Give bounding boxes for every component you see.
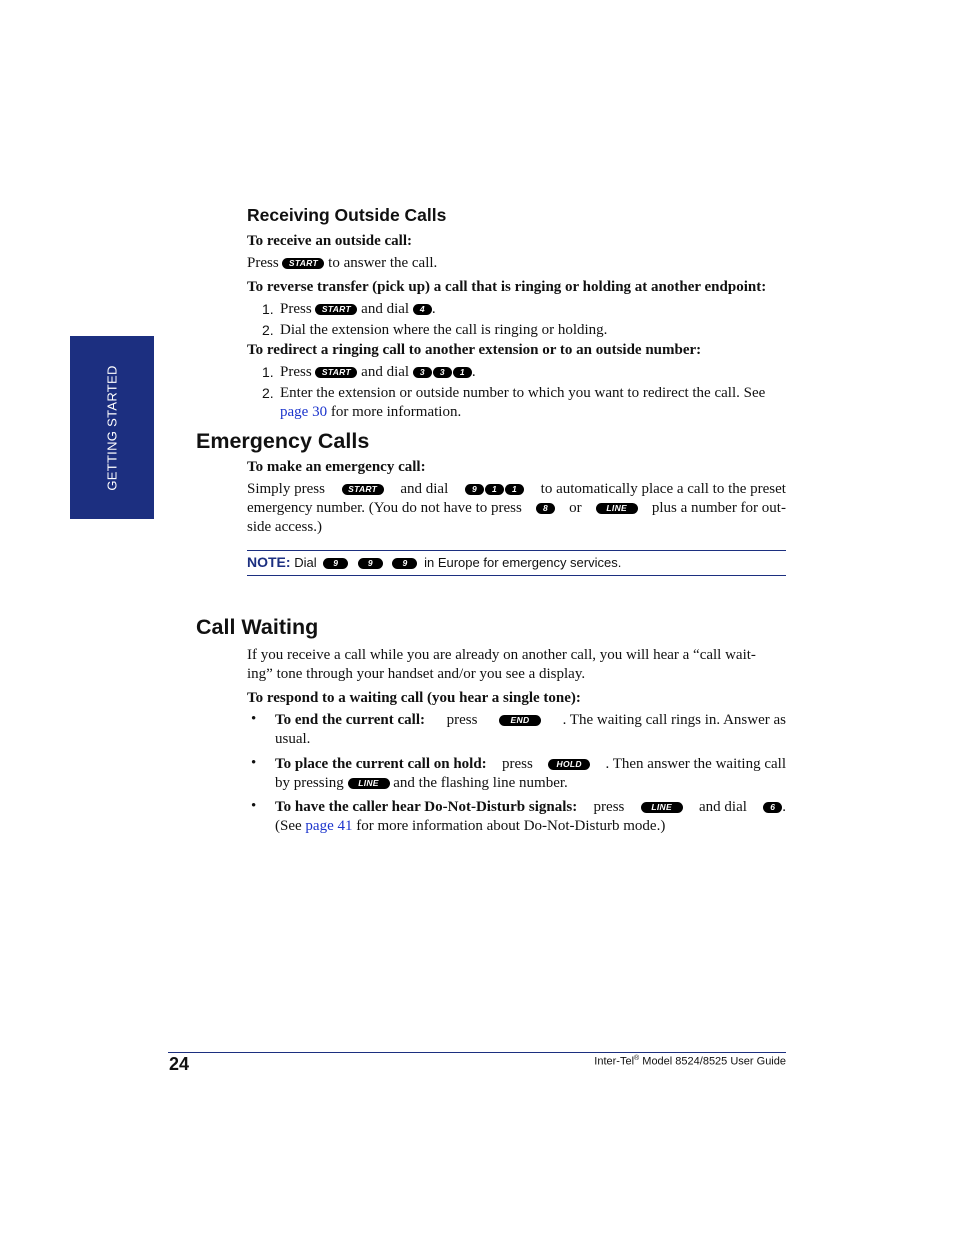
- bullet: •: [251, 755, 257, 771]
- side-tab: [70, 336, 154, 519]
- reverse-transfer-step-2: Dial the extension where the call is ringing or holding.: [280, 322, 608, 338]
- start-key-icon: START: [315, 367, 357, 378]
- note-label: NOTE:: [247, 554, 291, 570]
- subheading-emergency: To make an emergency call:: [247, 459, 426, 475]
- section-title-receiving: Receiving Outside Calls: [247, 205, 447, 225]
- digit-9-key-icon: 9: [392, 558, 417, 569]
- redirect-step-1: Press START and dial 3 3 1 .: [280, 364, 476, 380]
- page-number: 24: [169, 1054, 190, 1074]
- step-number: 2.: [262, 385, 274, 401]
- subheading-receive: To receive an outside call:: [247, 233, 412, 249]
- start-key-icon: START: [315, 304, 357, 315]
- digit-1-key-icon: 1: [453, 367, 472, 378]
- digit-9-key-icon: 9: [358, 558, 383, 569]
- reverse-transfer-step-1: Press START and dial 4 .: [280, 301, 436, 317]
- bullet-end-call: To end the current call: press END . The waiting call rings in. Answer as usual.: [275, 712, 786, 747]
- digit-3-key-icon: 3: [433, 367, 452, 378]
- digit-9-key-icon: 9: [323, 558, 348, 569]
- emergency-paragraph: Simply press START and dial 9 1 1 to automatically place a call to the preset emergency number. (You do not have to press 8 or LINE plus a number for out- side access.): [247, 481, 786, 535]
- line-key-icon: LINE: [641, 802, 683, 813]
- receive-instruction: Press START to answer the call.: [247, 255, 438, 271]
- bullet-hold-call: To place the current call on hold: press HOLD . Then answer the waiting call by pressing LINE and the flashing line number.: [275, 756, 786, 791]
- footer-guide-title: Inter-Tel® Model 8524/8525 User Guide: [594, 1055, 786, 1068]
- side-tab-label: GETTING STARTED: [104, 364, 120, 491]
- redirect-step-2: Enter the extension or outside number to which you want to redirect the call. See page 30 for more information.: [280, 385, 766, 420]
- end-key-icon: END: [499, 715, 541, 726]
- bullet: •: [251, 711, 257, 727]
- digit-3-key-icon: 3: [413, 367, 432, 378]
- bullet: •: [251, 798, 257, 814]
- digit-1-key-icon: 1: [505, 484, 524, 495]
- digit-6-key-icon: 6: [763, 802, 782, 813]
- start-key-icon: START: [342, 484, 384, 495]
- start-key-icon: START: [282, 258, 324, 269]
- step-number: 1.: [262, 301, 274, 317]
- subheading-call-waiting: To respond to a waiting call (you hear a single tone):: [247, 690, 581, 706]
- step-number: 1.: [262, 364, 274, 380]
- line-key-icon: LINE: [596, 503, 638, 514]
- page-30-link[interactable]: page 30: [280, 404, 328, 420]
- step-number: 2.: [262, 322, 274, 338]
- digit-4-key-icon: 4: [413, 304, 432, 315]
- subheading-redirect: To redirect a ringing call to another extension or to an outside number:: [247, 342, 702, 358]
- bullet-dnd: To have the caller hear Do-Not-Disturb signals: press LINE and dial 6 . (See page 41 for more information about Do-Not-Disturb mode.): [275, 799, 786, 834]
- section-title-emergency: Emergency Calls: [196, 429, 370, 453]
- footer-rule: [168, 1052, 786, 1053]
- digit-9-key-icon: 9: [465, 484, 484, 495]
- call-waiting-intro: If you receive a call while you are already on another call, you will hear a “call wait- ing” tone through your handset and/or you see a display.: [247, 647, 756, 682]
- page-41-link[interactable]: page 41: [305, 818, 353, 834]
- section-title-call-waiting: Call Waiting: [196, 615, 319, 639]
- digit-1-key-icon: 1: [485, 484, 504, 495]
- subheading-reverse-transfer: To reverse transfer (pick up) a call that is ringing or holding at another endpoint:: [247, 279, 767, 295]
- line-key-icon: LINE: [348, 778, 390, 789]
- note-box: NOTE: Dial 9 9 9 in Europe for emergency services.: [247, 550, 786, 576]
- digit-8-key-icon: 8: [536, 503, 555, 514]
- hold-key-icon: HOLD: [548, 759, 590, 770]
